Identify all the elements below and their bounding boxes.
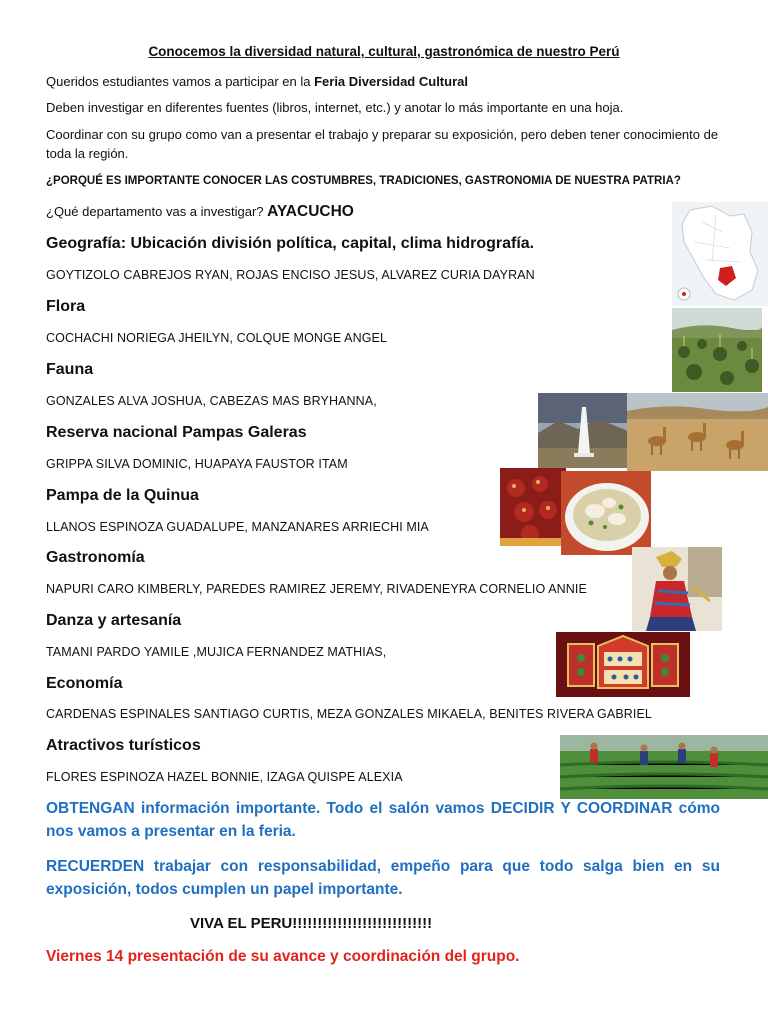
farm-photo [560,735,768,799]
soup-photo [561,471,651,555]
section-names-pampa: LLANOS ESPINOZA GUADALUPE, MANZANARES ARRIECHI MIA [46,520,429,534]
department-value: AYACUCHO [267,203,354,220]
map-icon [672,202,768,306]
intro-question: ¿PORQUÉ ES IMPORTANTE CONOCER LAS COSTUMBRES, TRADICIONES, GASTRONOMIA DE NUESTRA PATRIA? [46,175,681,187]
section-heading-flora: Flora [46,298,86,315]
section-heading-pampa: Pampa de la Quinua [46,487,199,504]
department-line [46,202,726,221]
section-names-fauna: GONZALES ALVA JOSHUA, CABEZAS MAS BRYHANNA, [46,394,377,408]
section-heading-gastronomia: Gastronomía [46,549,145,566]
obtengan-paragraph: OBTENGAN información importante. Todo el salón vamos DECIDIR Y COORDINAR cómo nos vamos a presentar en la feria. [46,800,720,840]
section-names-flora: COCHACHI NORIEGA JHEILYN, COLQUE MONGE ANGEL [46,331,388,345]
section-heading-danza: Danza y artesanía [46,612,182,629]
flora-photo [672,308,762,392]
section-heading-fauna: Fauna [46,361,94,378]
vicuna-photo [627,393,768,471]
retablo-photo [556,632,690,697]
section-names-geografia: GOYTIZOLO CABREJOS RYAN, ROJAS ENCISO JESUS, ALVAREZ CURIA DAYRAN [46,268,535,282]
section-heading-economia: Economía [46,675,123,692]
section-heading-geografia: Geografía: Ubicación división política, capital, clima hidrografía. [46,235,535,252]
section-names-economia: CARDENAS ESPINALES SANTIAGO CURTIS, MEZA GONZALES MIKAELA, BENITES RIVERA GABRIEL [46,707,652,721]
section-names-danza: TAMANI PARDO YAMILE ,MUJICA FERNANDEZ MATHIAS, [46,645,387,659]
page-title: Conocemos la diversidad natural, cultural, gastronómica de nuestro Perú [148,44,620,59]
section-heading-reserva: Reserva nacional Pampas Galeras [46,424,307,441]
dancer-photo [632,547,722,631]
recuerden-paragraph: RECUERDEN trabajar con responsabilidad, empeño para que todo salga bien en su exposición, todos cumplen un papel importante. [46,858,720,898]
department-prompt: ¿Qué departamento vas a investigar? [46,204,268,219]
section-heading-atractivos: Atractivos turísticos [46,737,201,754]
section-names-atractivos: FLORES ESPINOZA HAZEL BONNIE, IZAGA QUISPE ALEXIA [46,770,403,784]
intro-line-2: Deben investigar en diferentes fuentes (libros, internet, etc.) y anotar lo más importante en una hoja. [46,100,624,115]
section-names-reserva: GRIPPA SILVA DOMINIC, HUAPAYA FAUSTOR ITAM [46,457,348,471]
viva-peru: VIVA EL PERU!!!!!!!!!!!!!!!!!!!!!!!!!!!! [190,915,433,932]
intro-line-3: Coordinar con su grupo como van a presentar el trabajo y preparar su exposición, pero deben tener conocimiento de toda la región. [46,127,719,161]
obelisk-photo [538,393,628,468]
viernes-note: Viernes 14 presentación de su avance y coordinación del grupo. [46,948,520,965]
food-photo [500,468,566,546]
intro-line-1 [46,72,726,91]
section-names-gastronomia: NAPURI CARO KIMBERLY, PAREDES RAMIREZ JEREMY, RIVADENEYRA CORNELIO ANNIE [46,582,587,596]
fair-name: Feria Diversidad Cultural [314,74,468,89]
intro-line-1-text: Queridos estudiantes vamos a participar en la [46,74,315,89]
